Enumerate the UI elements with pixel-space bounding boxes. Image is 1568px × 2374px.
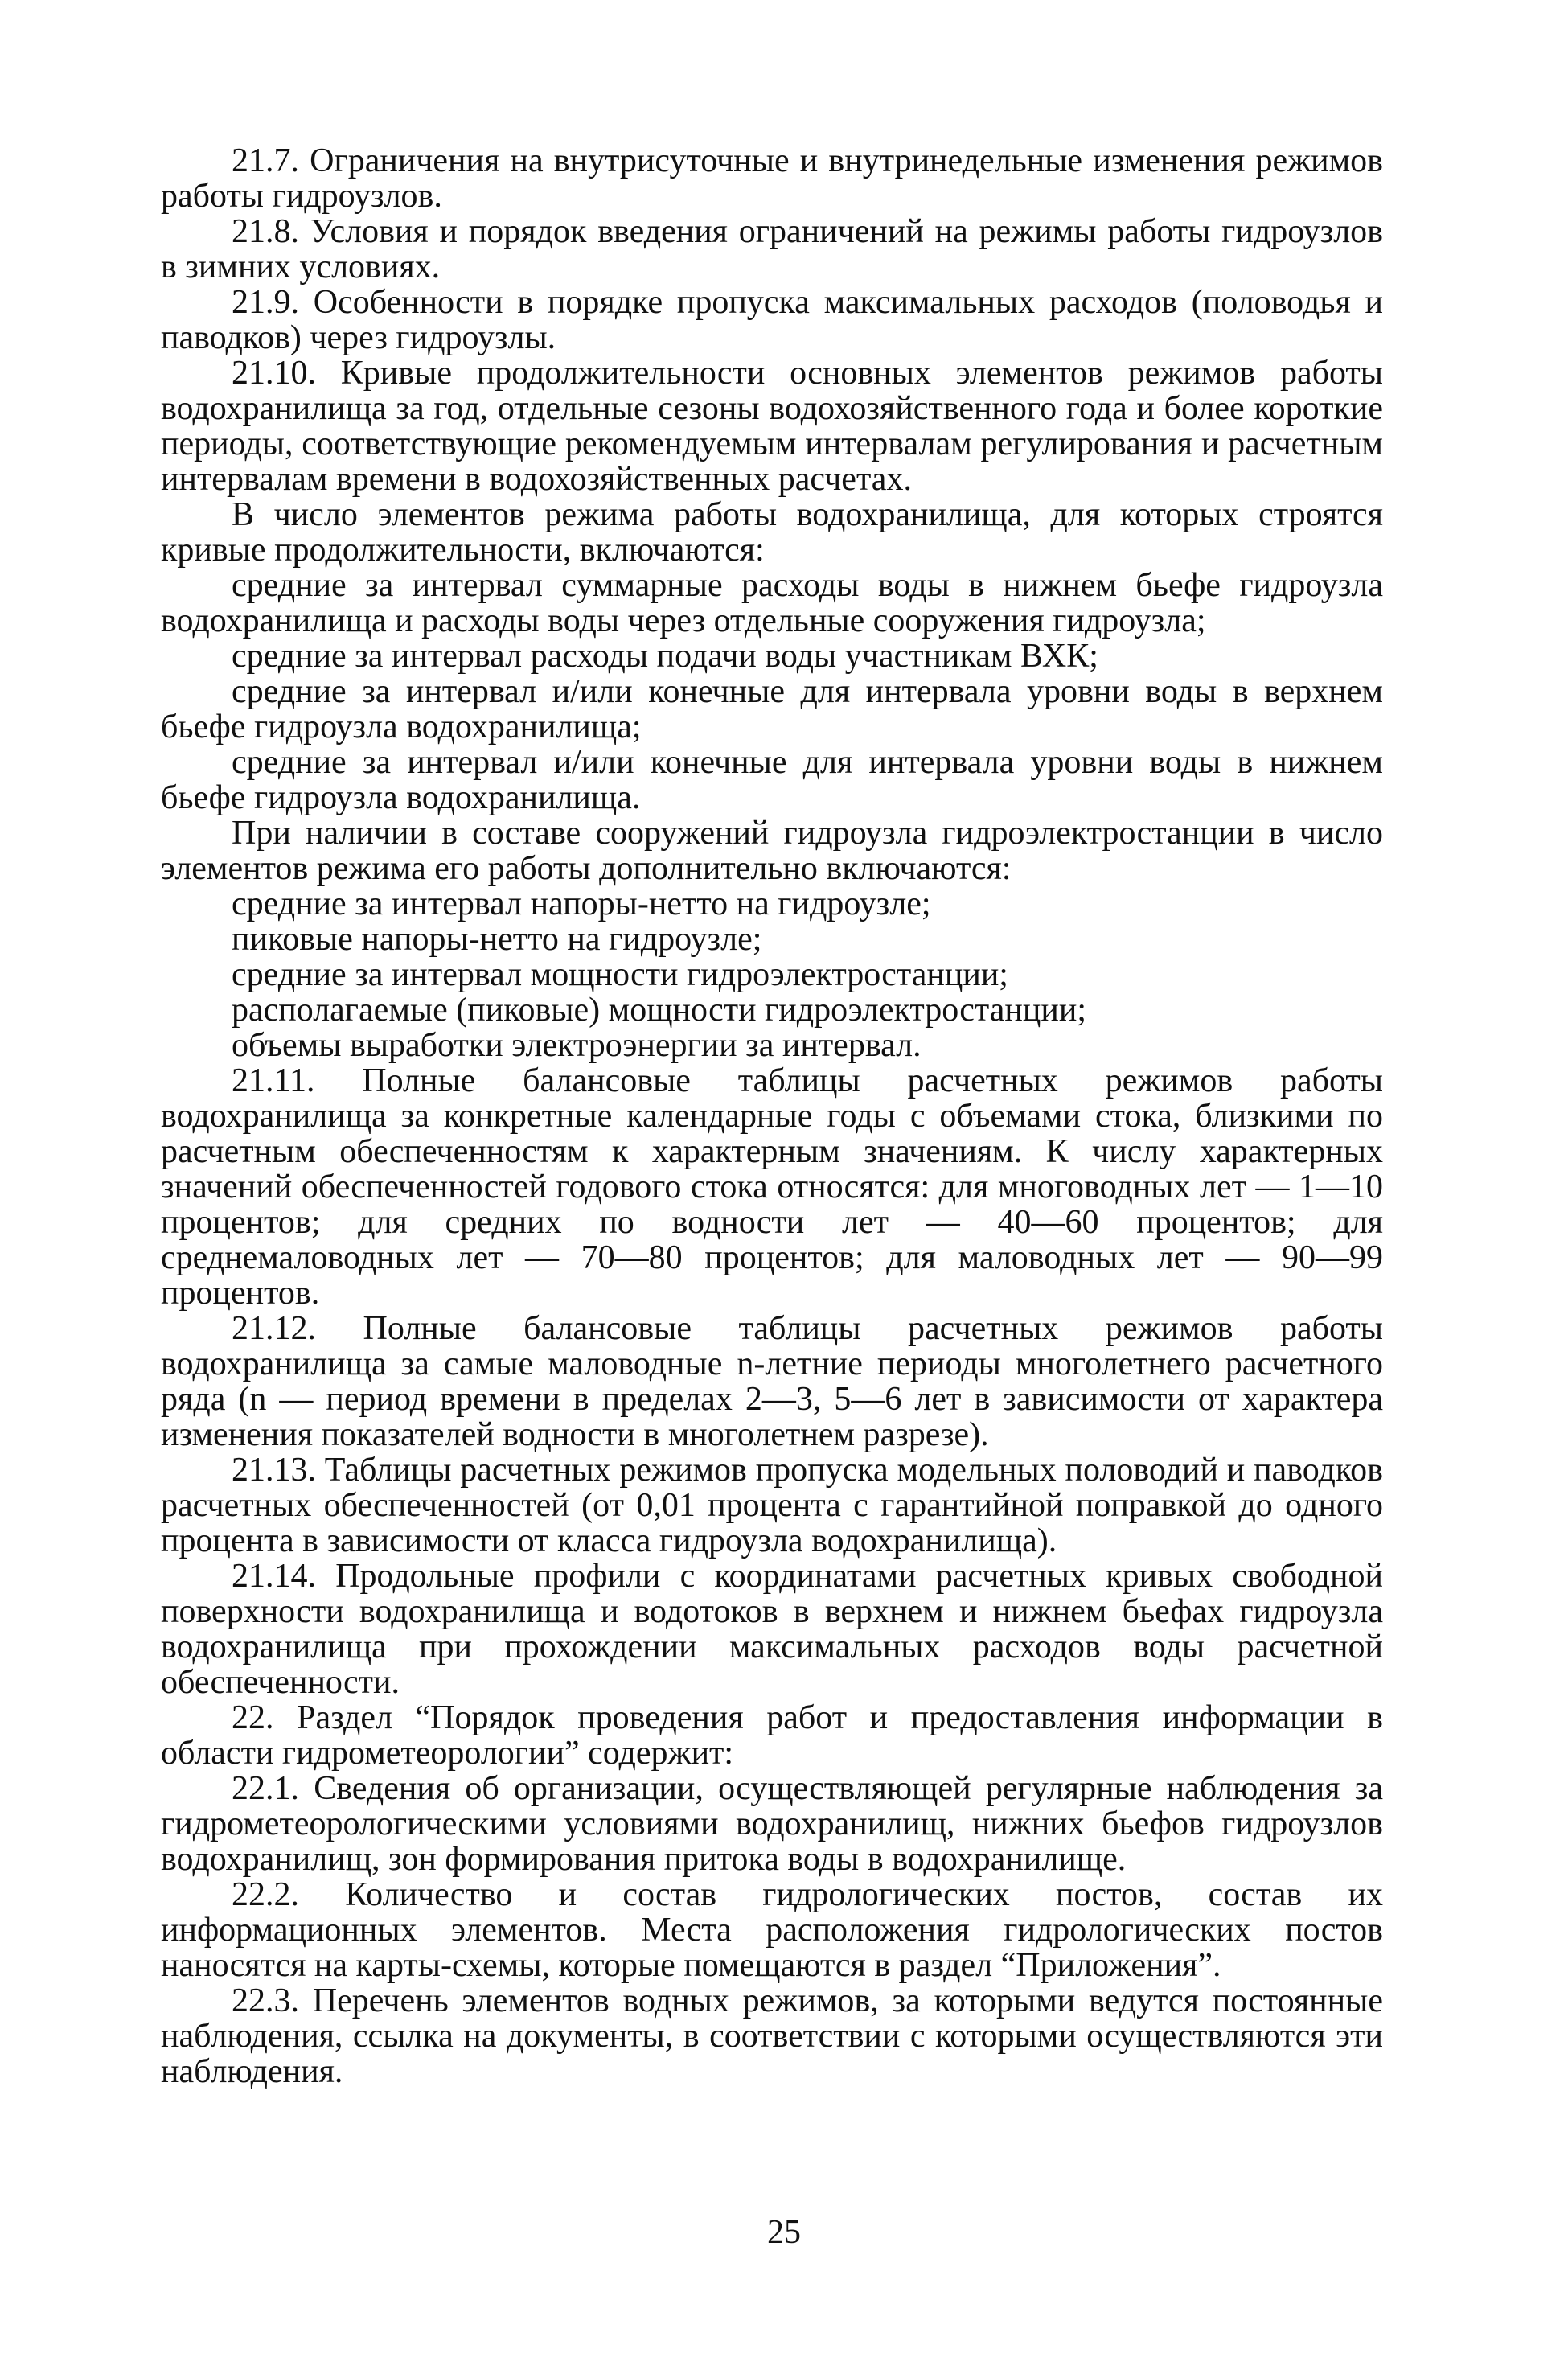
paragraph-21-11: 21.11. Полные балансовые таблицы расчетных режимов работы водохранилища за конкретные календарные годы с объемами стока, близкими по расчетным обеспеченностям к характерным значениям. К числу характерных значений обеспеченностей годового стока относятся: для многоводных лет — 1—10 процентов; для средних по водности лет — 40—60 процентов; для среднемаловодных лет — 70—80 процентов; для маловодных лет — 90—99 процентов.	[161, 1062, 1383, 1312]
paragraph-21-12: 21.12. Полные балансовые таблицы расчетных режимов работы водохранилища за самые маловодные n-летние периоды многолетнего расчетного ряда (n — период времени в пределах 2—3, 5—6 лет в зависимости от характера изменения показателей водности в многолетнем разрезе).	[161, 1310, 1383, 1453]
paragraph-22-1: 22.1. Сведения об организации, осуществляющей регулярные наблюдения за гидрометеорологическими условиями водохранилищ, нижних бьефов гидроузлов водохранилищ, зон формирования притока воды в водохранилище.	[161, 1770, 1383, 1878]
paragraph-21-7: 21.7. Ограничения на внутрисуточные и внутринедельные изменения режимов работы гидроузлов.	[161, 142, 1383, 215]
list-item-lower-pool-levels: средние за интервал и/или конечные для интервала уровни воды в нижнем бьефе гидроузла водохранилища.	[161, 744, 1383, 816]
paragraph-21-8: 21.8. Условия и порядок введения ограничений на режимы работы гидроузлов в зимних условиях.	[161, 213, 1383, 285]
paragraph-21-9: 21.9. Особенности в порядке пропуска максимальных расходов (половодья и паводков) через гидроузлы.	[161, 284, 1383, 356]
paragraph-22: 22. Раздел “Порядок проведения работ и предоставления информации в области гидрометеорологии” содержит:	[161, 1699, 1383, 1772]
paragraph-22-2: 22.2. Количество и состав гидрологических постов, состав их информационных элементов. Места расположения гидрологических постов наносятся на карты-схемы, которые помещаются в раздел “Приложения”.	[161, 1876, 1383, 1984]
list-item-net-heads: средние за интервал напоры-нетто на гидроузле;	[232, 885, 931, 922]
list-item-average-power: средние за интервал мощности гидроэлектростанции;	[232, 956, 1008, 993]
list-item-upper-pool-levels: средние за интервал и/или конечные для интервала уровни воды в верхнем бьефе гидроузла водохранилища;	[161, 673, 1383, 745]
paragraph-21-14: 21.14. Продольные профили с координатами расчетных кривых свободной поверхности водохранилища и водотоков в верхнем и нижнем бьефах гидроузла водохранилища при прохождении максимальных расходов воды расчетной обеспеченности.	[161, 1558, 1383, 1701]
list-item-discharge-lower-pool: средние за интервал суммарные расходы воды в нижнем бьефе гидроузла водохранилища и расходы воды через отдельные сооружения гидроузла;	[161, 567, 1383, 639]
list-item-water-supply: средние за интервал расходы подачи воды участникам ВХК;	[232, 638, 1098, 675]
paragraph-21-13: 21.13. Таблицы расчетных режимов пропуска модельных половодий и паводков расчетных обеспеченностей (от 0,01 процента с гарантийной поправкой до одного процента в зависимости от класса гидроузла водохранилища).	[161, 1452, 1383, 1559]
list-item-energy-output: объемы выработки электроэнергии за интервал.	[232, 1027, 922, 1064]
document-body	[161, 143, 1383, 2089]
list-item-peak-heads: пиковые напоры-нетто на гидроузле;	[232, 921, 762, 958]
paragraph-21-10: 21.10. Кривые продолжительности основных элементов режимов работы водохранилища за год, отдельные сезоны водохозяйственного года и более короткие периоды, соответствующие рекомендуемым интервалам регулирования и расчетным интервалам времени в водохозяйственных расчетах.	[161, 355, 1383, 498]
paragraph-reservoir-elements-intro: В число элементов режима работы водохранилища, для которых строятся кривые продолжительности, включаются:	[161, 496, 1383, 569]
page-number: 25	[767, 2214, 801, 2251]
paragraph-hydropower-elements-intro: При наличии в составе сооружений гидроузла гидроэлектростанции в число элементов режима его работы дополнительно включаются:	[161, 815, 1383, 887]
paragraph-22-3: 22.3. Перечень элементов водных режимов, за которыми ведутся постоянные наблюдения, ссылка на документы, в соответствии с которыми осуществляются эти наблюдения.	[161, 1982, 1383, 2090]
list-item-available-power: располагаемые (пиковые) мощности гидроэлектростанции;	[232, 992, 1087, 1029]
